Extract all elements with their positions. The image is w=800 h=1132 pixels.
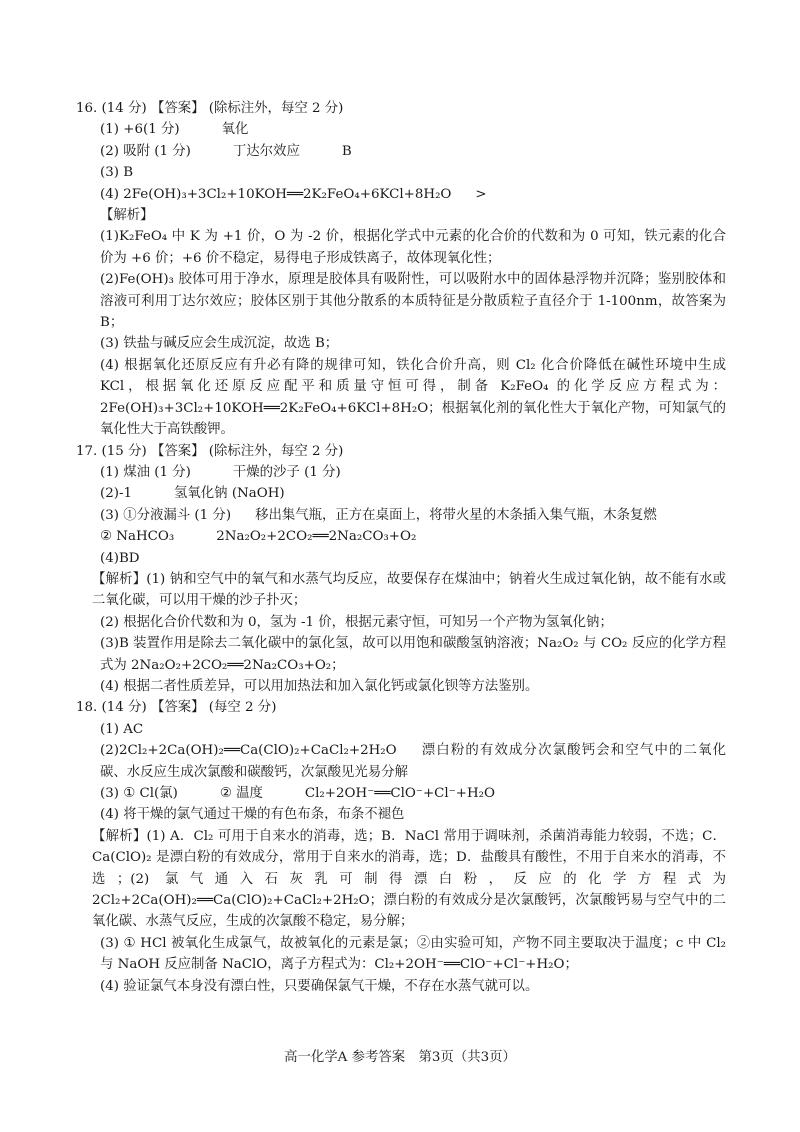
q17-analysis-2: (2) 根据化合价代数和为 0，氢为 -1 价，根据元素守恒，可知另一个产物为氢氧化钠；: [100, 614, 613, 630]
q17-a2: (2)-1: [100, 486, 133, 502]
q17-analysis-3: (3)B 装置作用是除去二氧化碳中的氯化氢，故可以用饱和碳酸氢钠溶液；Na₂O₂ 与 CO₂ 反应的化学方程式为 2Na₂O₂+2CO₂══2Na₂CO₃+O₂；: [100, 636, 726, 673]
q18-analysis-1: 【解析】(1) A．Cl₂ 可用于自来水的消毒，选；B．NaCl 常用于调味剂，杀菌消毒能力较弱，不选；C．Ca(ClO)₂ 是漂白粉的有效成分，常用于自来水的消毒，选；D．盐酸具有酸性，不用于自来水的消毒，不选；(2) 氯气通入石灰乳可制得漂白粉，反应的化学方程式为 2Cl₂+2Ca(OH)₂══Ca(ClO)₂+CaCl₂+2H₂O；漂白粉的有效成分是次氯酸钙，次氯酸钙易与空气中的二氧化碳、水蒸气反应，生成的次氯酸不稳定，易分解；: [92, 828, 726, 930]
q16-analysis-1: (1)K₂FeO₄ 中 K 为 +1 价，O 为 -2 价，根据化学式中元素的化合价的代数和为 0 可知，铁元素的化合价为 +6 价；+6 价不稳定，易得电子形成铁离子，故体现氧化性；: [100, 229, 726, 266]
q18-answer-4: (4) 将干燥的氯气通过干燥的有色布条，布条不褪色: [100, 807, 405, 823]
q18-analysis-3: (4) 验证氯气本身没有漂白性，只要确保氯气干燥，不存在水蒸气就可以。: [100, 978, 539, 994]
q17-answer-3: [76, 505, 726, 526]
page-footer: 高一化学A 参考答案 第3页（共3页）: [284, 1050, 516, 1065]
q16-a2: (2) 吸附 (1 分): [100, 143, 191, 159]
q16-analysis-4: (4) 根据氧化还原反应有升必有降的规律可知，铁化合价升高，则 Cl₂ 化合价降低在碱性环境中生成 KCl，根据氧化还原反应配平和质量守恒可得，制备 K₂FeO₄ 的化学反应方程式为：2Fe(OH)₃+3Cl₂+10KOH══2K₂FeO₄+6KCl+8H₂O；根据氧化剂的氧化性大于氧化产物，可知氯气的氧化性大于高铁酸钾。: [100, 357, 726, 438]
q17-a2b: 氢氧化钠 (NaOH): [174, 486, 285, 502]
q16-answer-2: [76, 141, 726, 162]
q16-answer-3: (3) B: [100, 165, 134, 181]
q16-a1b: 氧化: [221, 122, 249, 138]
q18-a3: (3) ① Cl(氯): [100, 786, 178, 801]
q16-a4b: >: [475, 186, 487, 202]
q17-a3: (3) ①分液漏斗 (1 分): [100, 507, 232, 523]
q18-answer-2: [76, 740, 726, 783]
q18-header: 18. (14 分) 【答案】 (每空 2 分): [76, 700, 277, 716]
q17-a1: (1) 煤油 (1 分): [100, 464, 191, 480]
q16-analysis-2: (2)Fe(OH)₃ 胶体可用于净水，原理是胶体具有吸附性，可以吸附水中的固体悬浮物并沉降；鉴别胶体和溶液可利用丁达尔效应；胶体区别于其他分散系的本质特征是分散质粒子直径介于 1-100nm，故答案为 B；: [100, 272, 726, 331]
q18-answer-1: (1) AC: [100, 721, 144, 737]
q17-answer-3b: [76, 526, 726, 547]
q17-a3b: 移出集气瓶，正方在桌面上，将带火星的木条插入集气瓶，木条复燃: [255, 507, 657, 523]
q16-a1: (1) +6(1 分): [100, 122, 180, 138]
q18-analysis-2: (3) ① HCl 被氧化生成氯气，故被氧化的元素是氯；②由实验可知，产物不同主要取决于温度；c 中 Cl₂ 与 NaOH 反应制备 NaClO，离子方程式为：Cl₂+2OH⁻══ClO⁻+Cl⁻+H₂O；: [100, 935, 726, 973]
q18-answer-3: [76, 783, 726, 804]
q16-a2b: 丁达尔效应: [232, 143, 300, 159]
q18-a2: (2)2Cl₂+2Ca(OH)₂══Ca(ClO)₂+CaCl₂+2H₂O: [100, 743, 397, 759]
q17-analysis-4: (4) 根据二者性质差异，可以用加热法和加入氯化钙或氯化钡等方法鉴别。: [100, 678, 539, 694]
q18-a3b: ② 温度: [219, 786, 263, 801]
q16-answer-4: [76, 184, 726, 205]
q17-a3c: ② NaHCO₃: [100, 529, 175, 545]
q17-answer-1: [76, 462, 726, 483]
q17-a1b: 干燥的沙子 (1 分): [232, 464, 341, 480]
q17-answer-2: [76, 483, 726, 504]
q17-header: 17. (15 分) 【答案】 (除标注外，每空 2 分): [76, 443, 344, 459]
q18-a3c: Cl₂+2OH⁻══ClO⁻+Cl⁻+H₂O: [304, 786, 496, 801]
q17-analysis-1: 【解析】(1) 钠和空气中的氧气和水蒸气均反应，故要保存在煤油中；钠着火生成过氧化钠，故不能有水或二氧化碳，可以用干燥的沙子扑灭；: [92, 571, 726, 609]
answer-content: [76, 98, 726, 997]
q16-a4: (4) 2Fe(OH)₃+3Cl₂+10KOH══2K₂FeO₄+6KCl+8H₂O: [100, 186, 452, 202]
q16-analysis-3: (3) 铁盐与碱反应会生成沉淀，故选 B；: [100, 336, 339, 352]
q17-a3d: 2Na₂O₂+2CO₂══2Na₂CO₃+O₂: [216, 529, 417, 545]
q18-a2b: 漂白粉的有效成分次氯酸钙会和空气中的二氧化碳、水反应生成次氯酸和碳酸钙，次氯酸见光易分解: [100, 743, 726, 780]
q16-header: 16. (14 分) 【答案】 (除标注外，每空 2 分): [76, 101, 344, 116]
q16-analysis-label: 【解析】: [100, 208, 154, 224]
q17-answer-4: (4)BD: [100, 550, 140, 566]
q16-answer-1: [76, 119, 726, 140]
q16-a2c: B: [341, 143, 352, 159]
